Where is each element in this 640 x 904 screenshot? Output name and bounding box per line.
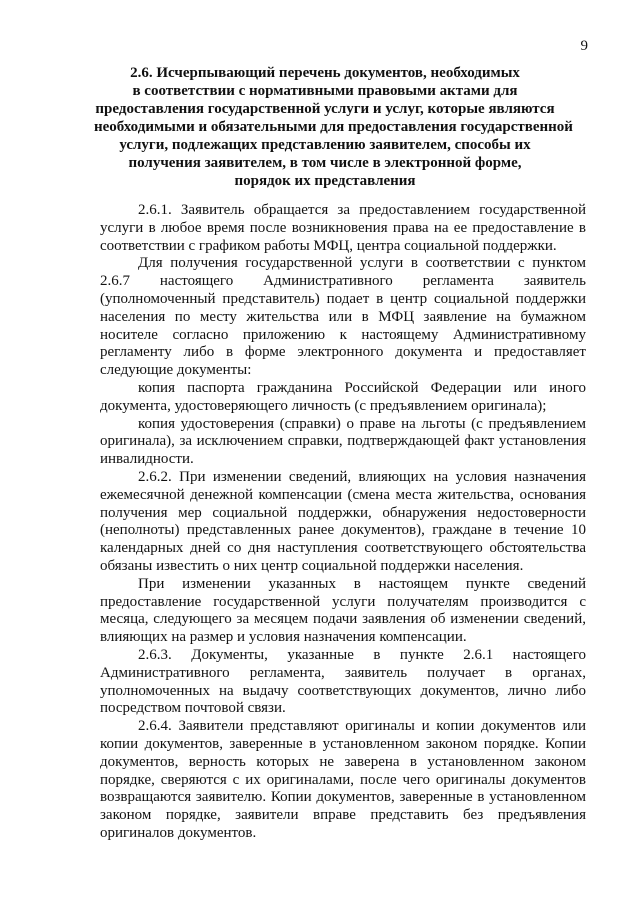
paragraph-2-6-2: 2.6.2. При изменении сведений, влияющих на условия назначения ежемесячной денежной компенсации (смена места жительства, основания получения мер социальной поддержки, обнаружения недостоверности (неполноты) представленных ранее документов), граждане в течение 10 календарных дней со дня наступления соответствующего обстоятельства обязаны известить о них центр социальной поддержки населения. <box>100 468 586 574</box>
heading-line: в соответствии с нормативными правовыми актами для <box>132 83 518 99</box>
heading-line: предоставления государственной услуги и услуг, которые являются <box>95 101 555 117</box>
list-item-passport-copy: копия паспорта гражданина Российской Федерации или иного документа, удостоверяющего личность (с предъявлением оригинала); <box>100 379 586 414</box>
paragraph-2-6-1: 2.6.1. Заявитель обращается за предоставлением государственной услуги в любое время после возникновения права на ее предоставление в соответствии с графиком работы МФЦ, центра социальной поддержки. <box>100 202 586 254</box>
list-item-benefit-certificate-copy: копия удостоверения (справки) о праве на льготы (с предъявлением оригинала), за исключением справки, подтверждающей факт установления инвалидности. <box>100 415 586 468</box>
heading-line: необходимыми и обязательными для предоставления государственной <box>94 119 573 135</box>
paragraph-changes-effect: При изменении указанных в настоящем пункте сведений предоставление государственной услуги получателям производится с месяца, следующего за месяцем подачи заявления об изменении сведений, влияющих на размер и условия назначения компенсации. <box>100 575 586 646</box>
section-heading <box>94 64 573 190</box>
paragraph-2-6-4: 2.6.4. Заявители представляют оригиналы и копии документов или копии документов, заверенные в установленном законом порядке. Копии документов, верность которых не заверена в установленном законом порядке, сверяются с их оригиналами, после чего оригиналы документов возвращаются заявителю. Копии документов, заверенные в установленном законом порядке, заявители вправе представить без предъявления оригиналов документов. <box>100 718 586 841</box>
heading-line: получения заявителем, в том числе в электронной форме, <box>128 155 522 171</box>
heading-line: 2.6. Исчерпывающий перечень документов, необходимых <box>130 65 520 81</box>
document-body <box>100 202 586 843</box>
heading-line: порядок их представления <box>234 173 416 189</box>
page-number: 9 <box>580 38 588 54</box>
paragraph-application-requirements: Для получения государственной услуги в соответствии с пунктом 2.6.7 настоящего Административного регламента заявитель (уполномоченный представитель) подает в центр социальной поддержки населения по месту жительства или в МФЦ заявление на бумажном носителе согласно приложению к настоящему Административному регламенту либо в форме электронного документа и предоставляет следующие документы: <box>100 255 586 379</box>
heading-line: услуги, подлежащих представлению заявителем, способы их <box>119 137 531 153</box>
paragraph-2-6-3: 2.6.3. Документы, указанные в пункте 2.6.1 настоящего Административного регламента, заявитель получает в органах, уполномоченных на выдачу соответствующих документов, лично либо посредством почтовой связи. <box>100 646 586 717</box>
